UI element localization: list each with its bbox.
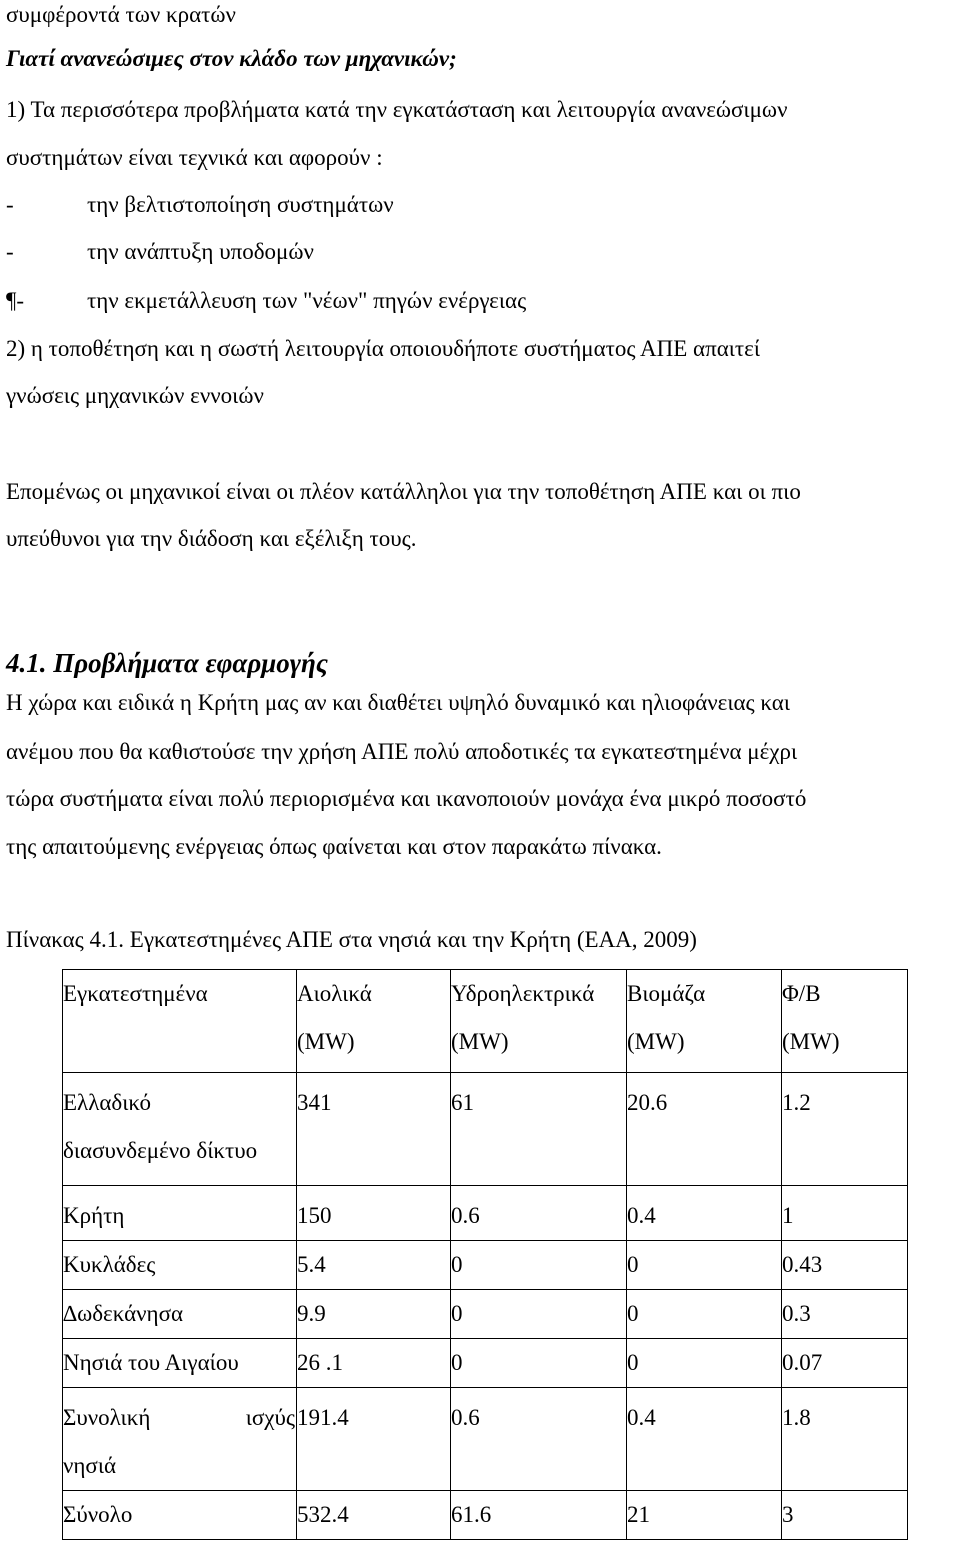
table-cell: 61.6: [451, 1491, 627, 1540]
bullet-marker: ¶-: [6, 288, 25, 313]
header-cell: Εγκατεστημένα: [63, 970, 297, 1073]
paragraph-line: της απαιτούμενης ενέργειας όπως φαίνεται και στον παρακάτω πίνακα.: [6, 834, 662, 859]
table-cell: 341: [297, 1073, 451, 1186]
row-label: Συνολική ισχύς νησιά: [63, 1388, 297, 1491]
table-cell: 0: [627, 1290, 782, 1339]
renewables-table: [62, 969, 908, 1540]
row-label: Νησιά του Αιγαίου: [63, 1339, 297, 1388]
table-cell: 0.43: [782, 1241, 908, 1290]
table-row: [63, 1339, 908, 1388]
section-heading: 4.1. Προβλήματα εφαρμογής: [6, 648, 328, 678]
table-cell: 9.9: [297, 1290, 451, 1339]
table-cell: 1: [782, 1186, 908, 1241]
question-heading: Γιατί ανανεώσιμες στον κλάδο των μηχανικών;: [6, 46, 457, 71]
table-cell: 3: [782, 1491, 908, 1540]
header-cell: Υδροηλεκτρικά (MW): [451, 970, 627, 1073]
table-cell: 61: [451, 1073, 627, 1186]
header-cell: Φ/Β (MW): [782, 970, 908, 1073]
table-row: [63, 1491, 908, 1540]
bullet-text: την βελτιστοποίηση συστημάτων: [87, 192, 394, 217]
table-cell: 21: [627, 1491, 782, 1540]
table-cell: 1.2: [782, 1073, 908, 1186]
paragraph-line: ανέμου που θα καθιστούσε την χρήση ΑΠΕ πολύ αποδοτικές τα εγκατεστημένα μέχρι: [6, 739, 798, 764]
paragraph-line: συστημάτων είναι τεχνικά και αφορούν :: [6, 145, 383, 170]
table-cell: 0.07: [782, 1339, 908, 1388]
table-cell: 0.4: [627, 1186, 782, 1241]
table-row: [63, 1186, 908, 1241]
bullet-text: την ανάπτυξη υποδομών: [87, 239, 314, 264]
row-label: ∆ωδεκάνησα: [63, 1290, 297, 1339]
paragraph-line: υπεύθυνοι για την διάδοση και εξέλιξη τους.: [6, 526, 417, 551]
bullet-text: την εκμετάλλευση των "νέων" πηγών ενέργειας: [87, 288, 527, 313]
table-row: [63, 1388, 908, 1491]
table-cell: 0: [451, 1290, 627, 1339]
bullet-marker: -: [6, 192, 14, 217]
paragraph-line: 1) Τα περισσότερα προβλήματα κατά την εγκατάσταση και λειτουργία ανανεώσιμων: [6, 97, 788, 122]
table-cell: 0.6: [451, 1388, 627, 1491]
header-cell: Αιολικά (MW): [297, 970, 451, 1073]
table-cell: 0: [451, 1339, 627, 1388]
row-label: Κρήτη: [63, 1186, 297, 1241]
paragraph-line: 2) η τοποθέτηση και η σωστή λειτουργία οποιουδήποτε συστήματος ΑΠΕ απαιτεί: [6, 336, 761, 361]
table-cell: 0: [627, 1339, 782, 1388]
header-cell: Βιομάζα (MW): [627, 970, 782, 1073]
table-cell: 20.6: [627, 1073, 782, 1186]
table-row: [63, 1073, 908, 1186]
paragraph-line: γνώσεις μηχανικών εννοιών: [6, 383, 264, 408]
table-cell: 0.4: [627, 1388, 782, 1491]
table-caption: Πίνακας 4.1. Εγκατεστημένες ΑΠΕ στα νησιά και την Κρήτη (ΕΑΑ, 2009): [6, 927, 697, 952]
table-cell: 0: [451, 1241, 627, 1290]
table-row: [63, 1290, 908, 1339]
table-row: [63, 1241, 908, 1290]
table-cell: 0.3: [782, 1290, 908, 1339]
table-cell: 0: [627, 1241, 782, 1290]
table-cell: 191.4: [297, 1388, 451, 1491]
paragraph-line: τώρα συστήματα είναι πολύ περιορισμένα και ικανοποιούν μονάχα ένα μικρό ποσοστό: [6, 786, 807, 811]
row-label: Κυκλάδες: [63, 1241, 297, 1290]
row-label: Ελλαδικό διασυνδεμένο δίκτυο: [63, 1073, 297, 1186]
table-cell: 26 .1: [297, 1339, 451, 1388]
table-cell: 532.4: [297, 1491, 451, 1540]
table-cell: 5.4: [297, 1241, 451, 1290]
table-header-row: [63, 970, 908, 1073]
row-label: Σύνολο: [63, 1491, 297, 1540]
table-cell: 1.8: [782, 1388, 908, 1491]
table-cell: 0.6: [451, 1186, 627, 1241]
paragraph-line: Η χώρα και ειδικά η Κρήτη μας αν και διαθέτει υψηλό δυναμικό και ηλιοφάνειας και: [6, 690, 791, 715]
bullet-marker: -: [6, 239, 14, 264]
table-cell: 150: [297, 1186, 451, 1241]
paragraph-line: Επομένως οι μηχανικοί είναι οι πλέον κατάλληλοι για την τοποθέτηση ΑΠΕ και οι πιο: [6, 479, 801, 504]
text-line: συμφέροντά των κρατών: [6, 2, 236, 27]
